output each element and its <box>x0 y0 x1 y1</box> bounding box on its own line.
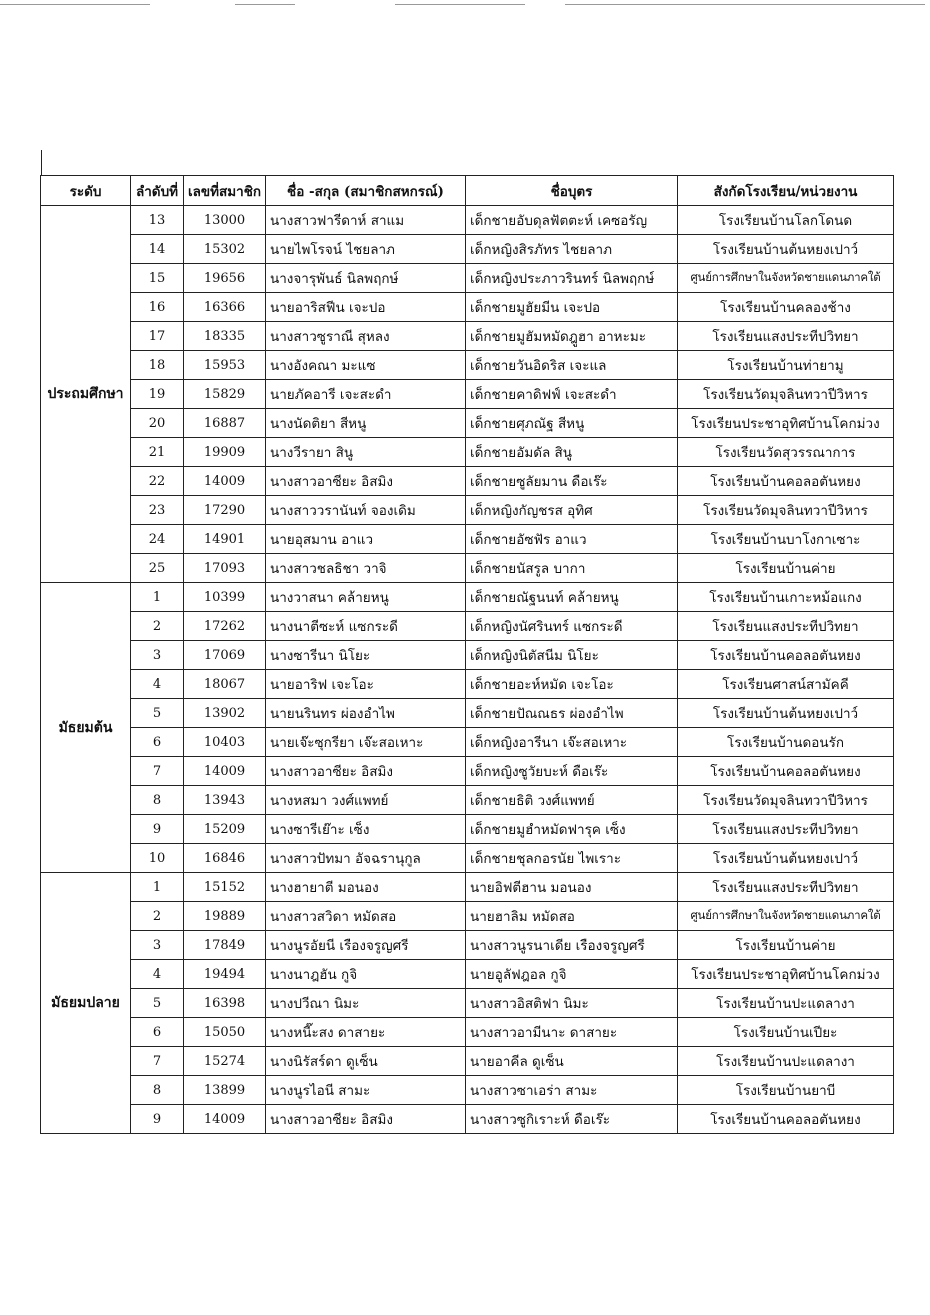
member-no-cell: 10403 <box>184 728 266 757</box>
member-name-cell: นายภัคอารี เจะสะดำ <box>266 380 466 409</box>
table-row <box>41 583 894 612</box>
child-name-cell: เด็กชายคาดิฟฟ์ เจะสะดำ <box>466 380 678 409</box>
seq-cell: 21 <box>131 438 184 467</box>
member-name-cell: นายไพโรจน์ ไชยลาภ <box>266 235 466 264</box>
member-no-cell: 14009 <box>184 467 266 496</box>
school-cell: ศูนย์การศึกษาในจังหวัดชายแดนภาคใต้ <box>678 264 894 293</box>
member-no-cell: 15050 <box>184 1018 266 1047</box>
school-cell: โรงเรียนบ้านต้นหยงเปาว์ <box>678 844 894 873</box>
seq-cell: 25 <box>131 554 184 583</box>
table-row <box>41 815 894 844</box>
member-no-cell: 14009 <box>184 1105 266 1134</box>
seq-cell: 19 <box>131 380 184 409</box>
school-cell: โรงเรียนบ้านค่าย <box>678 931 894 960</box>
school-cell: โรงเรียนบ้านปะแดลางา <box>678 1047 894 1076</box>
member-name-cell: นางสาวอาซียะ อิสมิง <box>266 757 466 786</box>
child-name-cell: นางสาวซูกิเราะห์ ดือเร๊ะ <box>466 1105 678 1134</box>
seq-cell: 8 <box>131 786 184 815</box>
member-name-cell: นางอังคณา มะแซ <box>266 351 466 380</box>
child-name-cell: เด็กชายปัณณธร ผ่องอำไพ <box>466 699 678 728</box>
member-no-cell: 15302 <box>184 235 266 264</box>
child-name-cell: เด็กชายมูฮำหมัดฟารุค เซ็ง <box>466 815 678 844</box>
seq-cell: 9 <box>131 1105 184 1134</box>
table-row <box>41 1047 894 1076</box>
member-name-cell: นายนรินทร ผ่องอำไพ <box>266 699 466 728</box>
scan-edge-mark <box>235 4 295 5</box>
seq-cell: 8 <box>131 1076 184 1105</box>
seq-cell: 16 <box>131 293 184 322</box>
school-cell: โรงเรียนบ้านคลองช้าง <box>678 293 894 322</box>
school-cell: โรงเรียนแสงประทีปวิทยา <box>678 873 894 902</box>
seq-cell: 20 <box>131 409 184 438</box>
school-cell: โรงเรียนบ้านเปียะ <box>678 1018 894 1047</box>
member-no-cell: 13943 <box>184 786 266 815</box>
table-row <box>41 438 894 467</box>
member-no-cell: 17069 <box>184 641 266 670</box>
table-row <box>41 641 894 670</box>
seq-cell: 13 <box>131 206 184 235</box>
seq-cell: 2 <box>131 612 184 641</box>
child-name-cell: เด็กชายซูลัยมาน ดือเร๊ะ <box>466 467 678 496</box>
level-cell: มัธยมต้น <box>41 583 131 873</box>
header-school: สังกัดโรงเรียน/หน่วยงาน <box>678 176 894 206</box>
member-name-cell: นางนูรอัยนี เรืองจรูญศรี <box>266 931 466 960</box>
table-row <box>41 844 894 873</box>
school-cell: โรงเรียนบ้านคอลอตันหยง <box>678 641 894 670</box>
header-seq: ลำดับที่ <box>131 176 184 206</box>
school-cell: โรงเรียนประชาอุทิศบ้านโคกม่วง <box>678 409 894 438</box>
seq-cell: 6 <box>131 728 184 757</box>
seq-cell: 2 <box>131 902 184 931</box>
header-member-name: ชื่อ -สกุล (สมาชิกสหกรณ์) <box>266 176 466 206</box>
school-cell: โรงเรียนบ้านท่ายามู <box>678 351 894 380</box>
child-name-cell: เด็กหญิงนัศรินทร์ แซกระดี <box>466 612 678 641</box>
member-name-cell: นางสาวซูราณี สุหลง <box>266 322 466 351</box>
member-no-cell: 17290 <box>184 496 266 525</box>
table-row <box>41 1105 894 1134</box>
table-row <box>41 989 894 1018</box>
member-no-cell: 19909 <box>184 438 266 467</box>
member-name-cell: นางสาวฟารีดาห์ สาแม <box>266 206 466 235</box>
member-name-cell: นางจารุพันธ์ นิลพฤกษ์ <box>266 264 466 293</box>
member-no-cell: 10399 <box>184 583 266 612</box>
seq-cell: 5 <box>131 989 184 1018</box>
seq-cell: 4 <box>131 960 184 989</box>
school-cell: โรงเรียนบ้านต้นหยงเปาว์ <box>678 235 894 264</box>
table-row <box>41 206 894 235</box>
member-no-cell: 13899 <box>184 1076 266 1105</box>
school-cell: โรงเรียนบ้านคอลอตันหยง <box>678 757 894 786</box>
member-no-cell: 16887 <box>184 409 266 438</box>
member-no-cell: 15152 <box>184 873 266 902</box>
child-name-cell: เด็กชายอับดุลฟัตตะห์ เคซอรัญ <box>466 206 678 235</box>
child-name-cell: เด็กชายวันอิดริส เจะแล <box>466 351 678 380</box>
seq-cell: 5 <box>131 699 184 728</box>
member-no-cell: 15274 <box>184 1047 266 1076</box>
margin-rule <box>41 150 42 176</box>
level-cell: ประถมศึกษา <box>41 206 131 583</box>
child-name-cell: เด็กชายศุภณัฐ สีหนู <box>466 409 678 438</box>
member-name-cell: นางซารีนา นิโยะ <box>266 641 466 670</box>
member-no-cell: 13000 <box>184 206 266 235</box>
member-no-cell: 18067 <box>184 670 266 699</box>
member-name-cell: นางหนี๊ะสง ดาสายะ <box>266 1018 466 1047</box>
school-cell: โรงเรียนวัดมุจลินทวาปีวิหาร <box>678 496 894 525</box>
seq-cell: 14 <box>131 235 184 264</box>
member-name-cell: นางวาสนา คล้ายหนู <box>266 583 466 612</box>
member-no-cell: 18335 <box>184 322 266 351</box>
seq-cell: 24 <box>131 525 184 554</box>
table-row <box>41 293 894 322</box>
member-name-cell: นางสาววรานันท์ จองเดิม <box>266 496 466 525</box>
seq-cell: 7 <box>131 1047 184 1076</box>
school-cell: โรงเรียนบ้านบาโงกาเซาะ <box>678 525 894 554</box>
child-name-cell: นายอาคีล ดูเซ็น <box>466 1047 678 1076</box>
child-name-cell: นางสาวอิสติฟา นิมะ <box>466 989 678 1018</box>
seq-cell: 9 <box>131 815 184 844</box>
member-no-cell: 19656 <box>184 264 266 293</box>
school-cell: โรงเรียนบ้านยาบี <box>678 1076 894 1105</box>
child-name-cell: เด็กชายชุลกอรนัย ไพเราะ <box>466 844 678 873</box>
seq-cell: 18 <box>131 351 184 380</box>
school-cell: โรงเรียนบ้านค่าย <box>678 554 894 583</box>
child-name-cell: เด็กหญิงสิรภัทร ไชยลาภ <box>466 235 678 264</box>
member-no-cell: 17262 <box>184 612 266 641</box>
header-child-name: ชื่อบุตร <box>466 176 678 206</box>
member-name-cell: นางนูรไอนี สามะ <box>266 1076 466 1105</box>
child-name-cell: เด็กชายธิติ วงศ์แพทย์ <box>466 786 678 815</box>
member-name-cell: นางซารีเย๊าะ เซ็ง <box>266 815 466 844</box>
child-name-cell: เด็กชายณัฐนนท์ คล้ายหนู <box>466 583 678 612</box>
school-cell: โรงเรียนบ้านโลกโดนด <box>678 206 894 235</box>
member-no-cell: 15953 <box>184 351 266 380</box>
seq-cell: 23 <box>131 496 184 525</box>
table-row <box>41 351 894 380</box>
member-no-cell: 17093 <box>184 554 266 583</box>
member-name-cell: นางสาวสวิดา หมัดสอ <box>266 902 466 931</box>
school-cell: โรงเรียนแสงประทีปวิทยา <box>678 612 894 641</box>
member-no-cell: 16846 <box>184 844 266 873</box>
school-cell: โรงเรียนประชาอุทิศบ้านโคกม่วง <box>678 960 894 989</box>
member-name-cell: นางสาวปัทมา อัจฉรานุกูล <box>266 844 466 873</box>
school-cell: โรงเรียนบ้านคอลอตันหยง <box>678 1105 894 1134</box>
table-row <box>41 380 894 409</box>
table-row <box>41 467 894 496</box>
school-cell: โรงเรียนบ้านคอลอตันหยง <box>678 467 894 496</box>
seq-cell: 17 <box>131 322 184 351</box>
child-name-cell: นายอิฟตีฮาน มอนอง <box>466 873 678 902</box>
child-name-cell: เด็กหญิงนิตัสนีม นิโยะ <box>466 641 678 670</box>
table-row <box>41 757 894 786</box>
school-cell: โรงเรียนบ้านดอนรัก <box>678 728 894 757</box>
table-row <box>41 525 894 554</box>
table-row <box>41 786 894 815</box>
member-name-cell: นางหสมา วงศ์แพทย์ <box>266 786 466 815</box>
child-name-cell: นางสาวนูรนาเดีย เรืองจรูญศรี <box>466 931 678 960</box>
school-cell: โรงเรียนศาสน์สามัคคี <box>678 670 894 699</box>
seq-cell: 10 <box>131 844 184 873</box>
member-name-cell: นางนัดติยา สีหนู <box>266 409 466 438</box>
table-row <box>41 554 894 583</box>
seq-cell: 3 <box>131 931 184 960</box>
level-cell: มัธยมปลาย <box>41 873 131 1134</box>
table-row <box>41 931 894 960</box>
member-no-cell: 16398 <box>184 989 266 1018</box>
seq-cell: 6 <box>131 1018 184 1047</box>
table-row <box>41 496 894 525</box>
scan-edge-mark <box>565 4 925 5</box>
school-cell: โรงเรียนแสงประทีปวิทยา <box>678 815 894 844</box>
member-name-cell: นางสาวอาซียะ อิสมิง <box>266 1105 466 1134</box>
seq-cell: 7 <box>131 757 184 786</box>
school-cell: โรงเรียนบ้านปะแดลางา <box>678 989 894 1018</box>
school-cell: โรงเรียนบ้านเกาะหม้อแกง <box>678 583 894 612</box>
seq-cell: 3 <box>131 641 184 670</box>
member-no-cell: 19494 <box>184 960 266 989</box>
child-name-cell: เด็กหญิงประภาวรินทร์ นิลพฤกษ์ <box>466 264 678 293</box>
seq-cell: 22 <box>131 467 184 496</box>
table-row <box>41 264 894 293</box>
member-name-cell: นายอาริสฟีน เจะปอ <box>266 293 466 322</box>
member-no-cell: 13902 <box>184 699 266 728</box>
school-cell: โรงเรียนวัดสุวรรณาการ <box>678 438 894 467</box>
school-cell: โรงเรียนแสงประทีปวิทยา <box>678 322 894 351</box>
child-name-cell: นายอูลัฟฎอล กูจิ <box>466 960 678 989</box>
member-name-cell: นางนิรัสร์ดา ดูเซ็น <box>266 1047 466 1076</box>
member-no-cell: 17849 <box>184 931 266 960</box>
table-header-row <box>41 176 894 206</box>
table-row <box>41 322 894 351</box>
table-row <box>41 873 894 902</box>
member-name-cell: นายอุสมาน อาแว <box>266 525 466 554</box>
table-row <box>41 1076 894 1105</box>
child-name-cell: เด็กชายอัมดัล สินู <box>466 438 678 467</box>
member-name-cell: นางสาวอาซียะ อิสมิง <box>266 467 466 496</box>
member-no-cell: 14009 <box>184 757 266 786</box>
school-cell: โรงเรียนบ้านต้นหยงเปาว์ <box>678 699 894 728</box>
scan-edge-mark <box>0 4 150 5</box>
member-name-cell: นางสาวชลธิชา วาจิ <box>266 554 466 583</box>
school-cell: โรงเรียนวัดมุจลินทวาปีวิหาร <box>678 380 894 409</box>
table-row <box>41 728 894 757</box>
table-row <box>41 235 894 264</box>
child-name-cell: เด็กหญิงกัญชรส อุทิศ <box>466 496 678 525</box>
member-name-cell: นางนาตีซะห์ แซกระดี <box>266 612 466 641</box>
table-row <box>41 612 894 641</box>
child-name-cell: นายฮาลิม หมัดสอ <box>466 902 678 931</box>
member-no-cell: 16366 <box>184 293 266 322</box>
seq-cell: 1 <box>131 873 184 902</box>
child-name-cell: เด็กชายนัสรูล บากา <box>466 554 678 583</box>
child-name-cell: นางสาวซาเอร่า สามะ <box>466 1076 678 1105</box>
table-row <box>41 670 894 699</box>
school-cell: โรงเรียนวัดมุจลินทวาปีวิหาร <box>678 786 894 815</box>
member-name-cell: นายเจ๊ะซุกรียา เจ๊ะสอเหาะ <box>266 728 466 757</box>
child-name-cell: เด็กหญิงซูวัยบะห์ ดือเร๊ะ <box>466 757 678 786</box>
member-no-cell: 15209 <box>184 815 266 844</box>
member-name-cell: นางวีรายา สินู <box>266 438 466 467</box>
child-name-cell: เด็กชายอัซฟัร อาแว <box>466 525 678 554</box>
child-name-cell: นางสาวอามีนาะ ดาสายะ <box>466 1018 678 1047</box>
table-row <box>41 409 894 438</box>
member-no-cell: 15829 <box>184 380 266 409</box>
child-name-cell: เด็กชายมูฮัยมีน เจะปอ <box>466 293 678 322</box>
scan-edge-mark <box>395 4 525 5</box>
header-level: ระดับ <box>41 176 131 206</box>
child-name-cell: เด็กชายมูฮัมหมัดฎูฮา อาหะมะ <box>466 322 678 351</box>
member-name-cell: นางฮายาตี มอนอง <box>266 873 466 902</box>
school-cell: ศูนย์การศึกษาในจังหวัดชายแดนภาคใต้ <box>678 902 894 931</box>
member-no-cell: 19889 <box>184 902 266 931</box>
seq-cell: 1 <box>131 583 184 612</box>
scholarship-roster-table <box>40 175 894 1134</box>
table-body <box>41 206 894 1134</box>
member-name-cell: นางนาฎฮัน กูจิ <box>266 960 466 989</box>
child-name-cell: เด็กชายอะห์หมัด เจะโอะ <box>466 670 678 699</box>
header-member-no: เลขที่สมาชิก <box>184 176 266 206</box>
table-row <box>41 960 894 989</box>
member-name-cell: นางปวีณา นิมะ <box>266 989 466 1018</box>
table-row <box>41 902 894 931</box>
table-row <box>41 1018 894 1047</box>
seq-cell: 15 <box>131 264 184 293</box>
member-no-cell: 14901 <box>184 525 266 554</box>
table-row <box>41 699 894 728</box>
seq-cell: 4 <box>131 670 184 699</box>
member-name-cell: นายอาริฟ เจะโอะ <box>266 670 466 699</box>
child-name-cell: เด็กหญิงอารีนา เจ๊ะสอเหาะ <box>466 728 678 757</box>
